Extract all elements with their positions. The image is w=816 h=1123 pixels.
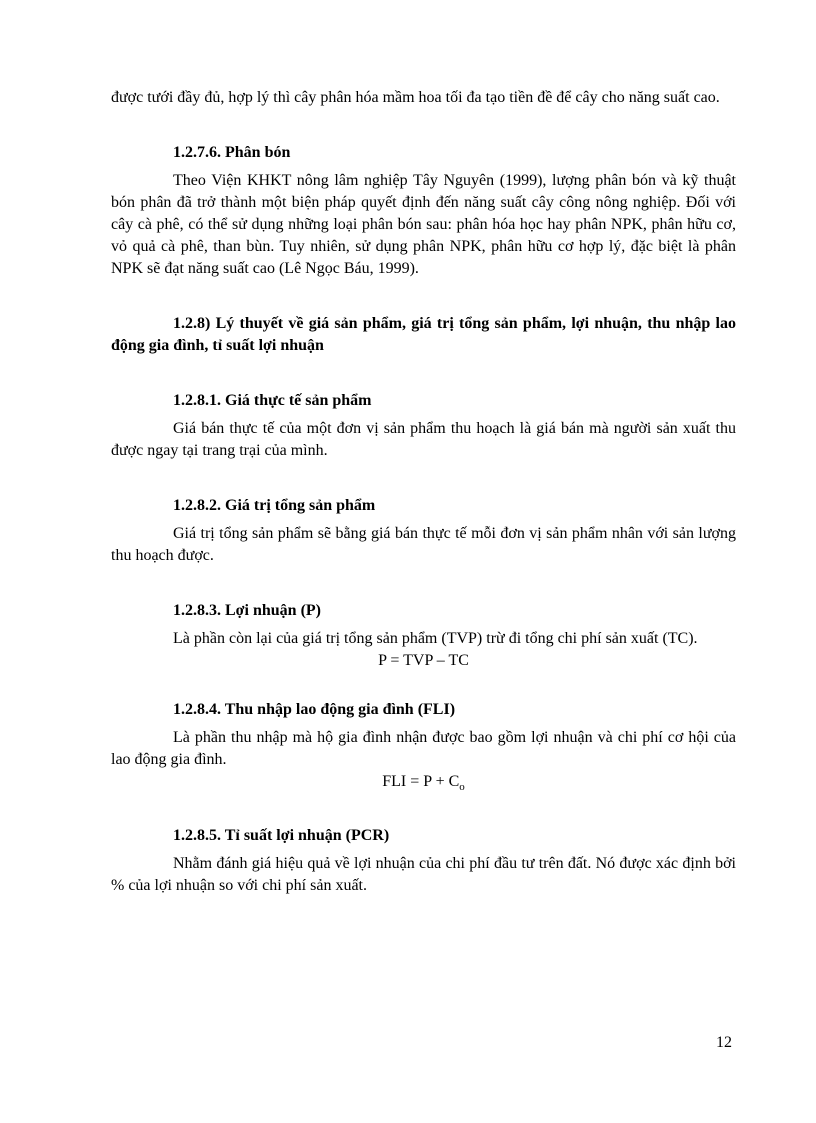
heading-total-value: 1.2.8.2. Giá trị tổng sản phẩm [173,497,376,514]
heading-price-theory: 1.2.8) Lý thuyết về giá sản phẩm, giá trị tổng sản phẩm, lợi nhuận, thu nhập lao động gia đình, tỉ suất lợi nhuận [111,315,736,354]
heading-profit-rate: 1.2.8.5. Tỉ suất lợi nhuận (PCR) [173,827,390,845]
paragraph-profit-rate: Nhằm đánh giá hiệu quả về lợi nhuận của chi phí đầu tư trên đất. Nó được xác định bởi % của lợi nhuận so với chi phí sản xuất. [111,855,736,895]
heading-family-labor-income: 1.2.8.4. Thu nhập lao động gia đình (FLI) [173,701,456,718]
paragraph-fertilizer: Theo Viện KHKT nông lâm nghiệp Tây Nguyên (1999), lượng phân bón và kỹ thuật bón phân đã trở thành một biện pháp quyết định đến năng suất cây công nông nghiệp. Đối với cây cà phê, có thể sử dụng những loại phân bón sau: phân hóa học hay phân NPK, phân hữu cơ, vỏ quả cà phê, than bùn. Tuy nhiên, sử dụng phân NPK, phân hữu cơ hợp lý, đặc biệt là phân NPK sẽ đạt năng suất cao (Lê Ngọc Báu, 1999). [111,172,736,277]
paragraph-actual-price: Giá bán thực tế của một đơn vị sản phẩm thu hoạch là giá bán mà người sản xuất thu được ngay tại trang trại của mình. [111,420,736,459]
paragraph-family-labor-income: Là phần thu nhập mà hộ gia đình nhận được bao gồm lợi nhuận và chi phí cơ hội của lao động gia đình. [111,729,736,768]
heading-profit: 1.2.8.3. Lợi nhuận (P) [173,602,321,619]
intro-paragraph: được tưới đầy đủ, hợp lý thì cây phân hóa mầm hoa tối đa tạo tiền đề để cây cho năng suất cao. [111,89,720,106]
paragraph-total-value: Giá trị tổng sản phẩm sẽ bằng giá bán thực tế mỗi đơn vị sản phẩm nhân với sản lượng thu hoạch được. [111,525,736,564]
document-page [111,87,736,897]
formula-fli-subscript: o [459,781,465,794]
formula-profit: P = TVP – TC [378,652,469,669]
heading-fertilizer: 1.2.7.6. Phân bón [173,144,291,161]
formula-fli-main: FLI = P + C [382,773,460,790]
heading-actual-price: 1.2.8.1. Giá thực tế sản phẩm [173,392,372,409]
formula-family-labor-income [111,771,736,798]
page-number: 12 [716,1034,732,1051]
paragraph-profit: Là phần còn lại của giá trị tổng sản phẩm (TVP) trừ đi tổng chi phí sản xuất (TC). [173,630,698,647]
